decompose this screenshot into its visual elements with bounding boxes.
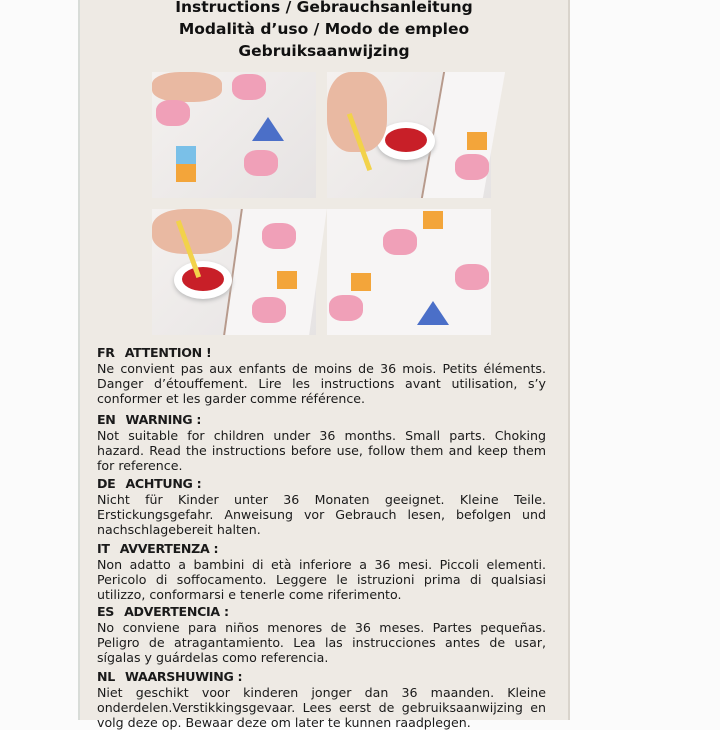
product-box-back	[78, 0, 570, 730]
instruction-photo-2	[327, 72, 491, 198]
warning-heading: WARNING :	[125, 412, 202, 427]
warning-text: Not suitable for children under 36 months. Small parts. Choking hazard. Read the instructions before use, follow them and keep them for reference.	[97, 428, 546, 473]
warning-text: No conviene para niños menores de 36 meses. Partes pequeñas. Peligro de atragantamiento. Lea las instrucciones antes de usar, sígalas y guárdelas como referencia.	[97, 620, 546, 665]
instruction-photo-3	[152, 209, 316, 335]
warning-it	[97, 541, 546, 602]
instruction-photo-4	[327, 209, 491, 335]
warning-text: Ne convient pas aux enfants de moins de 36 mois. Petits éléments. Danger d’étouffement. Lire les instructions avant utilisation, s’y conformer et les garder comme référence.	[97, 361, 546, 406]
lang-code: IT	[97, 541, 110, 556]
title-line: Instructions / Gebrauchsanleitung	[175, 0, 473, 16]
lang-code: NL	[97, 669, 115, 684]
warning-es	[97, 604, 546, 665]
lang-code: ES	[97, 604, 115, 619]
instruction-photo-1	[152, 72, 316, 198]
warning-heading: ATTENTION !	[124, 345, 212, 360]
warning-en	[97, 412, 546, 473]
title-line: Modalità d’uso / Modo de empleo	[178, 20, 470, 38]
warning-fr	[97, 345, 546, 406]
lang-code: EN	[97, 412, 116, 427]
lang-code: FR	[97, 345, 115, 360]
warning-text: Nicht für Kinder unter 36 Monaten geeignet. Kleine Teile. Erstickungsgefahr. Anweisung vor Gebrauch lesen, befolgen und nachschlagebereit halten.	[97, 492, 546, 537]
warning-heading: AVVERTENZA :	[119, 541, 219, 556]
warning-nl	[97, 669, 546, 730]
warning-de	[97, 476, 546, 537]
warning-text: Niet geschikt voor kinderen jonger dan 36 maanden. Kleine onderdelen.Verstikkingsgevaar. Lees eerst de gebruiksaanwijzing en volg deze op. Bewaar deze om later te kunnen raadplegen.	[97, 685, 546, 730]
instructions-title	[80, 0, 568, 62]
lang-code: DE	[97, 476, 116, 491]
title-line: Gebruiksaanwijzing	[238, 42, 410, 60]
warning-text: Non adatto a bambini di età inferiore a 36 mesi. Piccoli elementi. Pericolo di soffocamento. Leggere le istruzioni prima di qualsiasi utilizzo, conformarsi e tenerle come riferimento.	[97, 557, 546, 602]
warning-heading: ADVERTENCIA :	[124, 604, 229, 619]
warning-heading: WAARSHUWING :	[124, 669, 243, 684]
warning-heading: ACHTUNG :	[125, 476, 202, 491]
